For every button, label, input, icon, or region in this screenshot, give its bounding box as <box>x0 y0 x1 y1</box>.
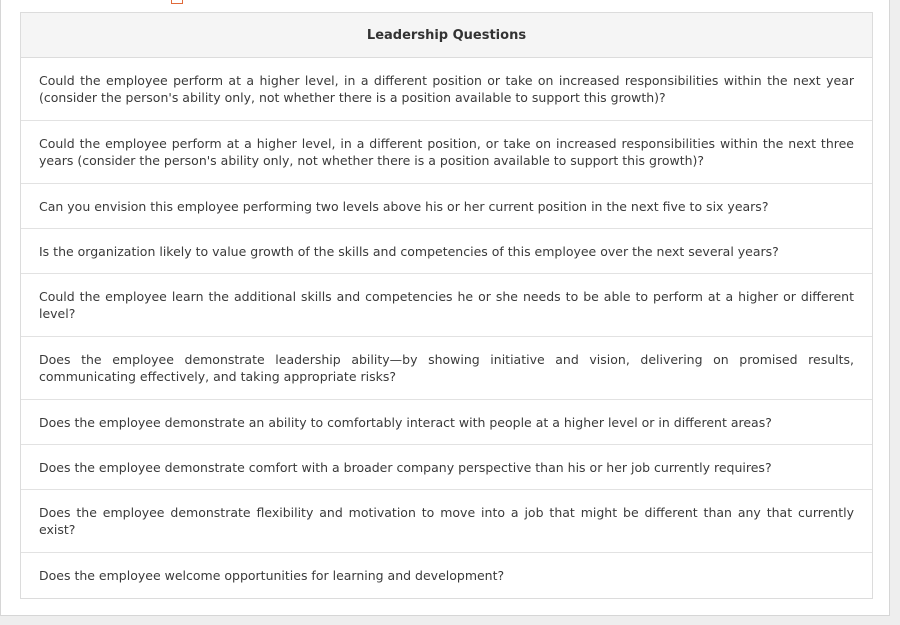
question-row <box>21 58 872 121</box>
question-row <box>21 274 872 337</box>
question-row <box>21 445 872 490</box>
document-icon[interactable] <box>171 0 183 4</box>
question-text: Does the employee demonstrate flexibility and motivation to move into a job that might be different than any that currently exist? <box>39 505 854 537</box>
question-row <box>21 184 872 229</box>
question-text: Could the employee perform at a higher level, in a different position or take on increased responsibilities within the next year (consider the person's ability only, not whether there is a position available to support this growth)? <box>39 73 854 105</box>
question-text: Does the employee demonstrate leadership ability—by showing initiative and vision, delivering on promised results, communicating effectively, and taking appropriate risks? <box>39 352 854 384</box>
table-header: Leadership Questions <box>21 13 872 58</box>
question-text: Can you envision this employee performing two levels above his or her current position in the next five to six years? <box>39 198 769 214</box>
question-row <box>21 490 872 553</box>
question-text: Could the employee perform at a higher level, in a different position, or take on increased responsibilities within the next three years (consider the person's ability only, not whether there is a position available to support this growth)? <box>39 136 854 168</box>
question-text: Is the organization likely to value growth of the skills and competencies of this employee over the next several years? <box>39 243 779 259</box>
question-row <box>21 553 872 598</box>
question-text: Does the employee welcome opportunities for learning and development? <box>39 568 505 583</box>
leadership-questions-table <box>20 12 873 599</box>
question-text: Does the employee demonstrate comfort with a broader company perspective than his or her job currently requires? <box>39 459 772 475</box>
question-row <box>21 400 872 445</box>
question-row <box>21 337 872 400</box>
question-text: Could the employee learn the additional skills and competencies he or she needs to be able to perform at a higher or different level? <box>39 289 854 321</box>
question-row <box>21 121 872 184</box>
question-text: Does the employee demonstrate an ability to comfortably interact with people at a higher level or in different areas? <box>39 414 772 430</box>
question-row <box>21 229 872 274</box>
